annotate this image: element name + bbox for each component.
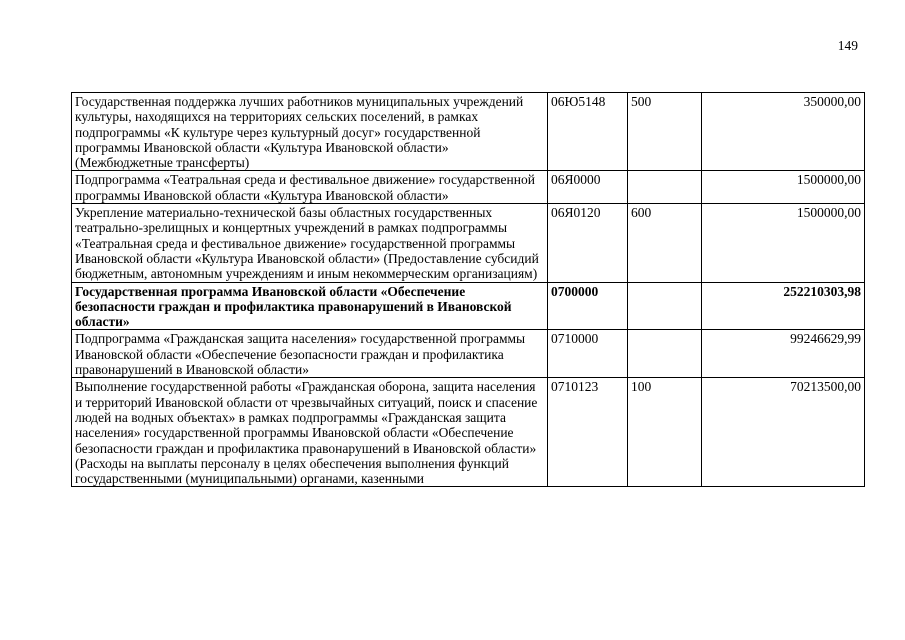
row-expense-type: 500 [628,93,702,171]
row-target-code: 0710123 [548,378,628,487]
budget-table [71,92,865,487]
page-number: 149 [837,38,858,53]
row-expense-type: 100 [628,378,702,487]
row-target-code: 06Я0000 [548,171,628,204]
row-expense-type [628,171,702,204]
row-description: Подпрограмма «Театральная среда и фестивальное движение» государственной программы Ивановской области «Культура Ивановской области» [72,171,548,204]
table-row [72,171,865,204]
row-expense-type [628,330,702,378]
table-row [72,378,865,487]
table-row [72,330,865,378]
row-expense-type: 600 [628,204,702,282]
table-row [72,282,865,330]
table-row [72,204,865,282]
row-amount: 350000,00 [702,93,865,171]
row-amount: 1500000,00 [702,204,865,282]
row-amount: 70213500,00 [702,378,865,487]
row-description: Государственная программа Ивановской области «Обеспечение безопасности граждан и профилактика правонарушений в Ивановской области» [72,282,548,330]
row-description: Выполнение государственной работы «Гражданская оборона, защита населения и территорий Ивановской области от чрезвычайных ситуаций, поиск и спасение людей на водных объектах» в рамках подпрограммы «Гражданская защита населения» государственной программы Ивановской области «Обеспечение безопасности граждан и профилактика правонарушений в Ивановской области» (Расходы на выплаты персоналу в целях обеспечения выполнения функций государственными (муниципальными) органами, казенными [72,378,548,487]
row-expense-type [628,282,702,330]
row-description: Государственная поддержка лучших работников муниципальных учреждений культуры, находящихся на территориях сельских поселений, в рамках подпрограммы «К культуре через культурный досуг» государственной программы Ивановской области «Культура Ивановской области» (Межбюджетные трансферты) [72,93,548,171]
row-target-code: 0710000 [548,330,628,378]
row-amount: 99246629,99 [702,330,865,378]
budget-table-body [72,93,865,487]
row-target-code: 0700000 [548,282,628,330]
row-amount: 1500000,00 [702,171,865,204]
row-target-code: 06Я0120 [548,204,628,282]
row-amount: 252210303,98 [702,282,865,330]
table-row [72,93,865,171]
row-description: Укрепление материально-технической базы областных государственных театрально-зрелищных и концертных учреждений в рамках подпрограммы «Театральная среда и фестивальное движение» государственной программы Ивановской области «Культура Ивановской области» (Предоставление субсидий бюджетным, автономным учреждениям и иным некоммерческим организациям) [72,204,548,282]
row-target-code: 06Ю5148 [548,93,628,171]
row-description: Подпрограмма «Гражданская защита населения» государственной программы Ивановской области «Обеспечение безопасности граждан и профилактика правонарушений в Ивановской области» [72,330,548,378]
